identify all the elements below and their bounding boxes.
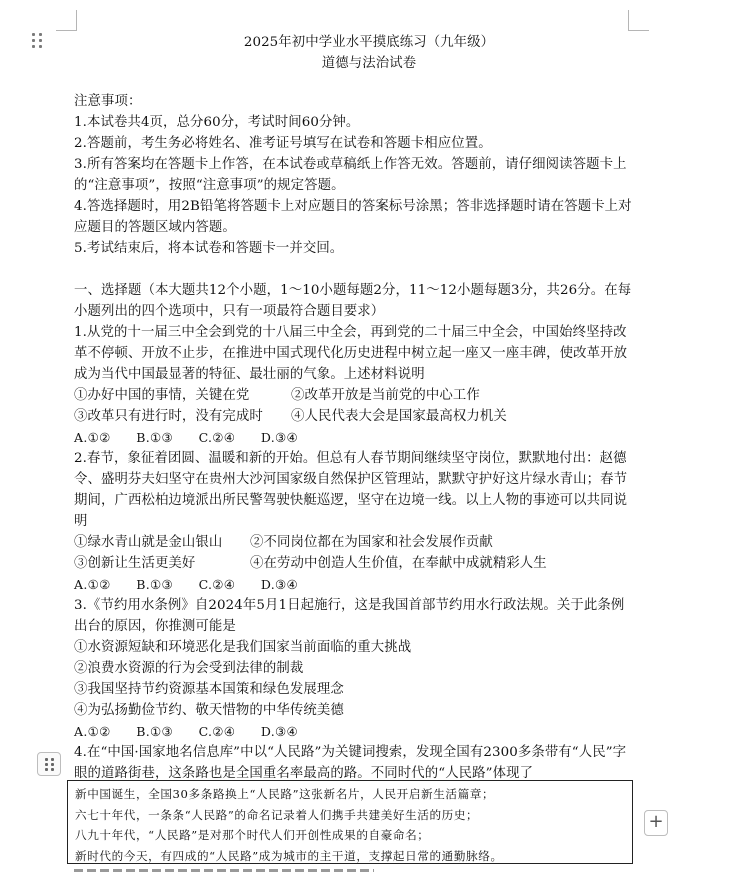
plus-icon[interactable]: + [644,810,668,836]
option: ③我国坚持节约资源基本国策和绿色发展理念 [74,682,344,697]
drag-handle-icon[interactable] [32,33,44,51]
option: ①办好中国的事情，关键在党 [74,388,250,403]
section-heading: 一、选择题（本大题共12个小题，1～10小题每题2分，11～12小题每题3分，共26分。在每小题列出的四个选项中，只有一项最符合题目要求） [74,283,632,319]
option: ②不同岗位都在为国家和社会发展作贡献 [250,535,493,550]
page-corner-mark-left [56,10,77,31]
option-row [74,385,634,406]
option: ①绿水青山就是金山银山 [74,535,223,550]
notice-item: 5.考试结束后，将本试卷和答题卡一并交回。 [74,241,344,256]
question-stem: 2.春节，象征着团圆、温暖和新的开始。但总有人春节期间继续坚守岗位，默默地付出：赵德令、盛明芬夫妇坚守在贵州大沙河国家级自然保护区管理站，默默守护好这片绿水青山；春节期间，广西松柏边境派出所民警驾驶快艇巡逻，坚守在边境一线。以上人物的事迹可以共同说明 [74,451,628,529]
question-stem: 1.从党的十一届三中全会到党的十八届三中全会，再到党的二十届三中全会，中国始终坚持改革不停顿、开放不止步，在推进中国式现代化历史进程中树立起一座又一座丰碑，使改革开放成为当代中国最显著的特征、最壮丽的气象。上述材料说明 [74,325,628,382]
page-title: 2025年初中学业水平摸底练习（九年级） [243,35,495,50]
notice-item: 2.答题前，考生务必将姓名、准考证号填写在试卷和答题卡相应位置。 [74,136,492,151]
notice-item: 3.所有答案均在答题卡上作答，在本试卷或草稿纸上作答无效。答题前，请仔细阅读答题卡上的“注意事项”，按照“注意事项”的规定答题。 [74,157,627,193]
option: ①水资源短缺和环境恶化是我们国家当前面临的重大挑战 [74,640,412,655]
material-box [67,780,633,864]
option-row [74,406,634,427]
document-body [74,33,634,784]
option: ④在劳动中创造人生价值，在奉献中成就精彩人生 [250,556,547,571]
answer-choices: A.①② B.①③ C.②④ D.③④ [74,577,299,592]
option-row [74,553,634,574]
option: ③创新让生活更美好 [74,556,196,571]
notice-item: 4.答选择题时，用2B铅笔将答题卡上对应题目的答案标号涂黑；答非选择题时请在答题卡上对应题目的答题区域内答题。 [74,199,632,235]
question-stem: 3.《节约用水条例》自2024年5月1日起施行，这是我国首部节约用水行政法规。关于此条例出台的原因，你推测可能是 [74,598,625,634]
option-row [74,532,634,553]
answer-choices: A.①② B.①③ C.②④ D.③④ [74,430,299,445]
notice-section [74,91,634,259]
answer-choices: A.①② B.①③ C.②④ D.③④ [74,724,299,739]
cut-off-text-line [74,866,374,872]
notice-item: 1.本试卷共4页，总分60分，考试时间60分钟。 [74,115,360,130]
notice-heading: 注意事项： [74,94,142,109]
block-handle-icon[interactable] [37,752,61,776]
option: ②浪费水资源的行为会受到法律的制裁 [74,661,304,676]
question-stem: 4.在“中国·国家地名信息库”中以“人民路”为关键词搜索，发现全国有2300多条带有“人民”字眼的道路街巷，这条路也是全国重名率最高的路。不同时代的“人民路”体现了 [74,745,627,781]
material-line: 六七十年代，一条条“人民路”的命名记录着人们携手共建美好生活的历史； [75,807,479,822]
material-line: 新时代的今天，有四成的“人民路”成为城市的主干道，支撑起日常的通勤脉络。 [75,848,503,863]
choice-section [74,280,634,784]
page-corner-mark-right [628,10,649,31]
material-line: 八九十年代，“人民路”是对那个时代人们开创性成果的自豪命名； [75,828,430,842]
page-subtitle: 道德与法治试卷 [321,56,417,71]
option: ④人民代表大会是国家最高权力机关 [291,409,507,424]
option: ②改革开放是当前党的中心工作 [291,388,480,403]
option: ③改革只有进行时，没有完成时 [74,409,263,424]
option: ④为弘扬勤俭节约、敬天惜物的中华传统美德 [74,703,344,718]
material-line: 新中国诞生，全国30多条路换上“人民路”这张新名片，人民开启新生活篇章； [75,787,495,801]
